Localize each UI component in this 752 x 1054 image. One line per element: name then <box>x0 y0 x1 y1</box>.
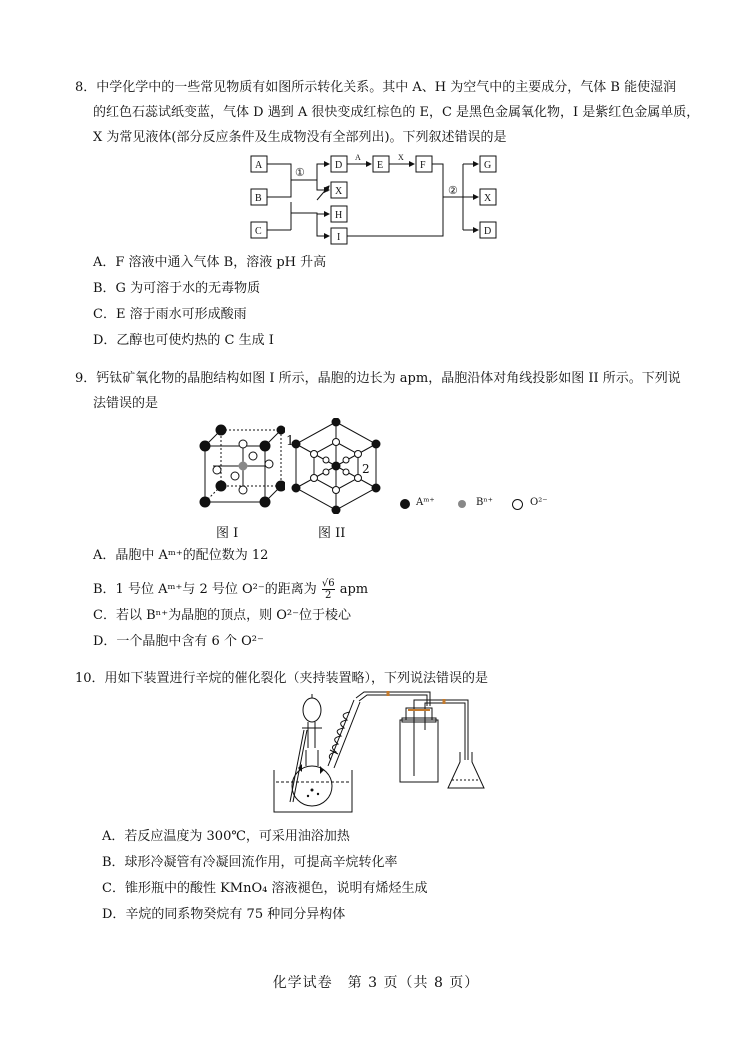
q8-stem-line3: X 为常见液体(部分反应条件及生成物没有全部列出)。下列叙述错误的是 <box>93 130 507 145</box>
q10-apparatus <box>268 690 508 820</box>
legend-b-label: Bⁿ⁺ <box>476 497 493 508</box>
q9-option-d: D．一个晶胞中含有 6 个 O²⁻ <box>93 634 264 649</box>
q9-stem-line1: 9．钙钛矿氧化物的晶胞结构如图 I 所示，晶胞的边长为 apm，晶胞沿体对角线投影如图 II 所示。下列说 <box>75 371 681 386</box>
fig1-unit-cell <box>195 420 285 510</box>
label-G: G <box>484 160 492 171</box>
q10-option-d: D．辛烷的同系物癸烷有 75 种同分异构体 <box>102 907 346 922</box>
label-B: B <box>255 193 262 204</box>
q9-option-b-suffix: apm <box>339 582 369 597</box>
q8-conversion-diagram <box>245 150 515 246</box>
label-C: C <box>255 226 262 237</box>
label-H: H <box>335 210 343 221</box>
q9-option-b-numerator: √6 <box>321 578 335 589</box>
q8-stem-line1: 8．中学化学中的一些常见物质有如图所示转化关系。其中 A、H 为空气中的主要成分，气体 B 能使湿润 <box>75 80 677 95</box>
q10-option-a: A．若反应温度为 300℃，可采用油浴加热 <box>102 829 350 844</box>
label-X: X <box>335 186 343 197</box>
legend-b-swatch <box>458 500 466 508</box>
legend-o-swatch <box>512 499 523 510</box>
arrow-label-A: A <box>355 153 361 162</box>
fig2-projection <box>286 418 386 514</box>
q10-stem: 10．用如下装置进行辛烷的催化裂化（夹持装置略），下列说法错误的是 <box>75 671 489 686</box>
step1-label: ① <box>295 167 305 179</box>
q10-option-c: C．锥形瓶中的酸性 KMnO₄ 溶液褪色，说明有烯烃生成 <box>102 881 428 896</box>
label-X2: X <box>484 193 492 204</box>
legend-a-swatch <box>400 499 410 509</box>
q9-option-b-prefix: B．1 号位 Aᵐ⁺与 2 号位 O²⁻的距离为 <box>93 582 317 597</box>
q10-option-b: B．球形冷凝管有冷凝回流作用，可提高辛烷转化率 <box>102 855 398 870</box>
q9-option-a: A．晶胞中 Aᵐ⁺的配位数为 12 <box>93 548 269 563</box>
q9-option-b-denominator: 2 <box>325 590 332 601</box>
legend-o-label: O²⁻ <box>530 497 548 508</box>
fig1-caption: 图 I <box>216 526 239 541</box>
q9-option-b <box>93 578 368 601</box>
q9-option-c: C．若以 Bⁿ⁺为晶胞的顶点，则 O²⁻位于棱心 <box>93 608 351 623</box>
label-F: F <box>420 160 426 171</box>
fig2-caption: 图 II <box>318 526 346 541</box>
q8-stem-line2: 的红色石蕊试纸变蓝，气体 D 遇到 A 很快变成红棕色的 E，C 是黑色金属氧化物，I 是紫红色金属单质， <box>93 105 700 120</box>
q9-stem-line2: 法错误的是 <box>93 396 159 411</box>
q8-option-d: D．乙醇也可使灼热的 C 生成 I <box>93 333 274 348</box>
page-footer: 化学试卷 第 3 页（共 8 页） <box>272 975 480 991</box>
label-D2: D <box>484 226 492 237</box>
step2-label: ② <box>448 185 458 197</box>
q8-option-b: B．G 为可溶于水的无毒物质 <box>93 281 261 296</box>
fig2-label-1: 1 <box>286 434 295 449</box>
q8-option-a: A．F 溶液中通入气体 B，溶液 pH 升高 <box>93 255 327 270</box>
fig2-label-2: 2 <box>362 462 370 476</box>
q9-option-b-fraction <box>322 578 335 601</box>
label-E: E <box>377 160 384 171</box>
label-D: D <box>335 160 343 171</box>
q8-option-c: C．E 溶于雨水可形成酸雨 <box>93 307 247 322</box>
legend-a-label: Aᵐ⁺ <box>416 497 435 508</box>
label-I: I <box>337 232 341 243</box>
label-A: A <box>255 160 263 171</box>
arrow-label-X: X <box>398 153 404 162</box>
